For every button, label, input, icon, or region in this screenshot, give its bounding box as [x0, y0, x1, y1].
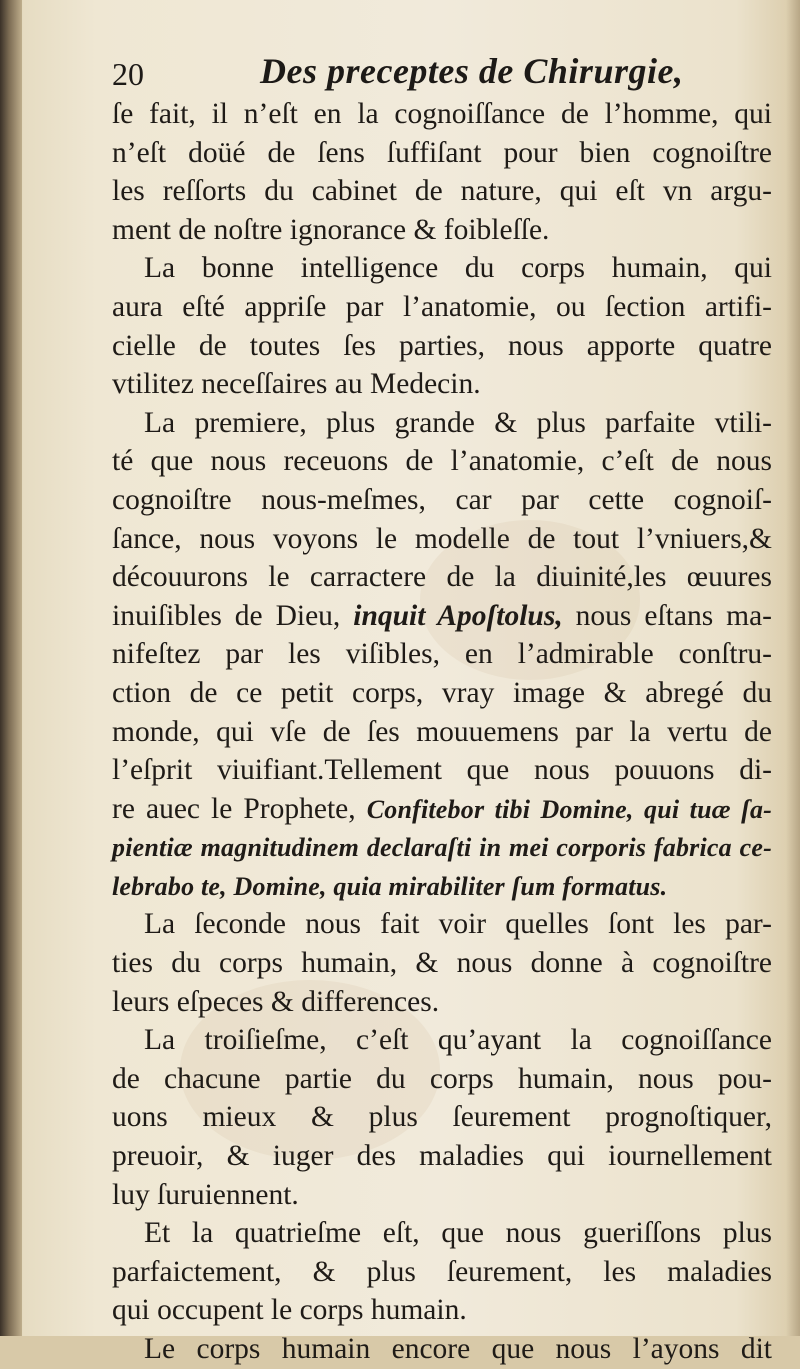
- italic-text: lebrabo te, Domine, quia mirabiliter ſum formatus.: [112, 871, 668, 901]
- body-text: [112, 95, 772, 1369]
- line-text: vtilitez neceſſaires au Medecin.: [112, 368, 481, 401]
- text-line: [112, 1176, 772, 1215]
- page-edge-shadow: [786, 0, 800, 1336]
- page-number: 20: [112, 56, 144, 92]
- text-line: [112, 1291, 772, 1330]
- line-text: La bonne intelligence du corps humain, qui: [144, 252, 772, 285]
- line-text: La troiſieſme, c’eſt qu’ayant la cognoiſſance: [144, 1024, 772, 1057]
- line-text: découurons le carractere de la diuinité,les œuures: [112, 561, 772, 594]
- line-text: ties du corps humain, & nous donne à cognoiſtre: [112, 947, 772, 980]
- text-line: [112, 442, 772, 481]
- text-line: [112, 867, 772, 906]
- line-text: nous eſtans ma-: [562, 599, 772, 632]
- text-line: [112, 1021, 772, 1060]
- text-line: [112, 1060, 772, 1099]
- text-line: [112, 944, 772, 983]
- text-line: [112, 134, 772, 173]
- text-line: [112, 327, 772, 366]
- running-head: [112, 50, 772, 96]
- line-text: monde, qui vſe de ſes mouuemens par la vertu de: [112, 715, 772, 748]
- text-line: [112, 481, 772, 520]
- line-text: Le corps humain encore que nous l’ayons dit: [144, 1333, 772, 1365]
- line-text: l’eſprit viuifiant.Tellement que nous pouuons di-: [112, 754, 772, 787]
- line-text: ſe fait, il n’eſt en la cognoiſſance de l’homme, qui: [112, 98, 772, 130]
- binding-gutter: [0, 0, 22, 1336]
- text-line: [112, 905, 772, 944]
- italic-text: Confitebor tibi Domine, qui tuæ ſa-: [366, 794, 773, 824]
- text-line: [112, 751, 772, 790]
- line-text: les reſſorts du cabinet de nature, qui eſt vn argu-: [112, 175, 772, 208]
- line-text: leurs eſpeces & differences.: [112, 985, 440, 1018]
- text-line: [112, 520, 772, 559]
- text-line: [112, 635, 772, 674]
- line-text: La ſeconde nous fait voir quelles ſont les par-: [144, 908, 772, 941]
- line-text: La premiere, plus grande & plus parfaite vtili-: [144, 406, 772, 439]
- line-text: cielle de toutes ſes parties, nous apporte quatre: [112, 329, 772, 362]
- line-text: preuoir, & iuger des maladies qui iournellement: [112, 1140, 772, 1173]
- line-text: ction de ce petit corps, vray image & abregé du: [112, 676, 772, 709]
- line-text: ment de noſtre ignorance & foibleſſe.: [112, 213, 550, 246]
- line-text: re auec le Prophete,: [112, 792, 356, 825]
- line-text: ſance, nous voyons le modelle de tout l’vniuers,&: [112, 522, 772, 555]
- text-line: [112, 249, 772, 288]
- line-text: inuiſibles de Dieu,: [112, 599, 341, 632]
- text-line: [112, 1214, 772, 1253]
- line-text: té que nous receuons de l’anatomie, c’eſt de nous: [112, 445, 772, 478]
- italic-text: pientiæ magnitudinem declaraſti in mei corporis fabrica ce-: [112, 833, 772, 863]
- text-line: [112, 211, 772, 250]
- running-title: Des preceptes de Chirurgie,: [260, 51, 684, 91]
- text-line: [112, 674, 772, 713]
- text-line: [112, 1137, 772, 1176]
- text-line: [112, 558, 772, 597]
- text-line: [112, 1098, 772, 1137]
- text-line: [112, 713, 772, 752]
- text-line: [112, 790, 772, 829]
- text-line: [112, 288, 772, 327]
- line-text: qui occupent le corps humain.: [112, 1294, 467, 1327]
- text-line: [112, 95, 772, 134]
- text-line: [112, 828, 772, 867]
- line-text: cognoiſtre nous-meſmes, car par cette cognoiſ-: [112, 483, 772, 516]
- text-line: [112, 404, 772, 443]
- line-text: nifeſtez par les viſibles, en l’admirable conſtru-: [112, 638, 772, 671]
- text-line: [112, 597, 772, 636]
- text-line: [112, 365, 772, 404]
- line-text: luy ſuruiennent.: [112, 1178, 299, 1211]
- text-line: [112, 1253, 772, 1292]
- line-text: uons mieux & plus ſeurement prognoſtiquer,: [112, 1101, 772, 1134]
- text-line: [112, 172, 772, 211]
- line-text: Et la quatrieſme eſt, que nous gueriſſons plus: [144, 1217, 772, 1250]
- line-text: aura eſté appriſe par l’anatomie, ou ſection artifi-: [112, 290, 772, 323]
- text-line: [112, 1330, 772, 1369]
- line-text: parfaictement, & plus ſeurement, les maladies: [112, 1255, 772, 1288]
- italic-text: inquit Apoſtolus,: [353, 599, 563, 632]
- line-text: de chacune partie du corps humain, nous pou-: [112, 1062, 772, 1095]
- text-line: [112, 983, 772, 1022]
- line-text: n’eſt doüé de ſens ſuffiſant pour bien cognoiſtre: [112, 136, 772, 169]
